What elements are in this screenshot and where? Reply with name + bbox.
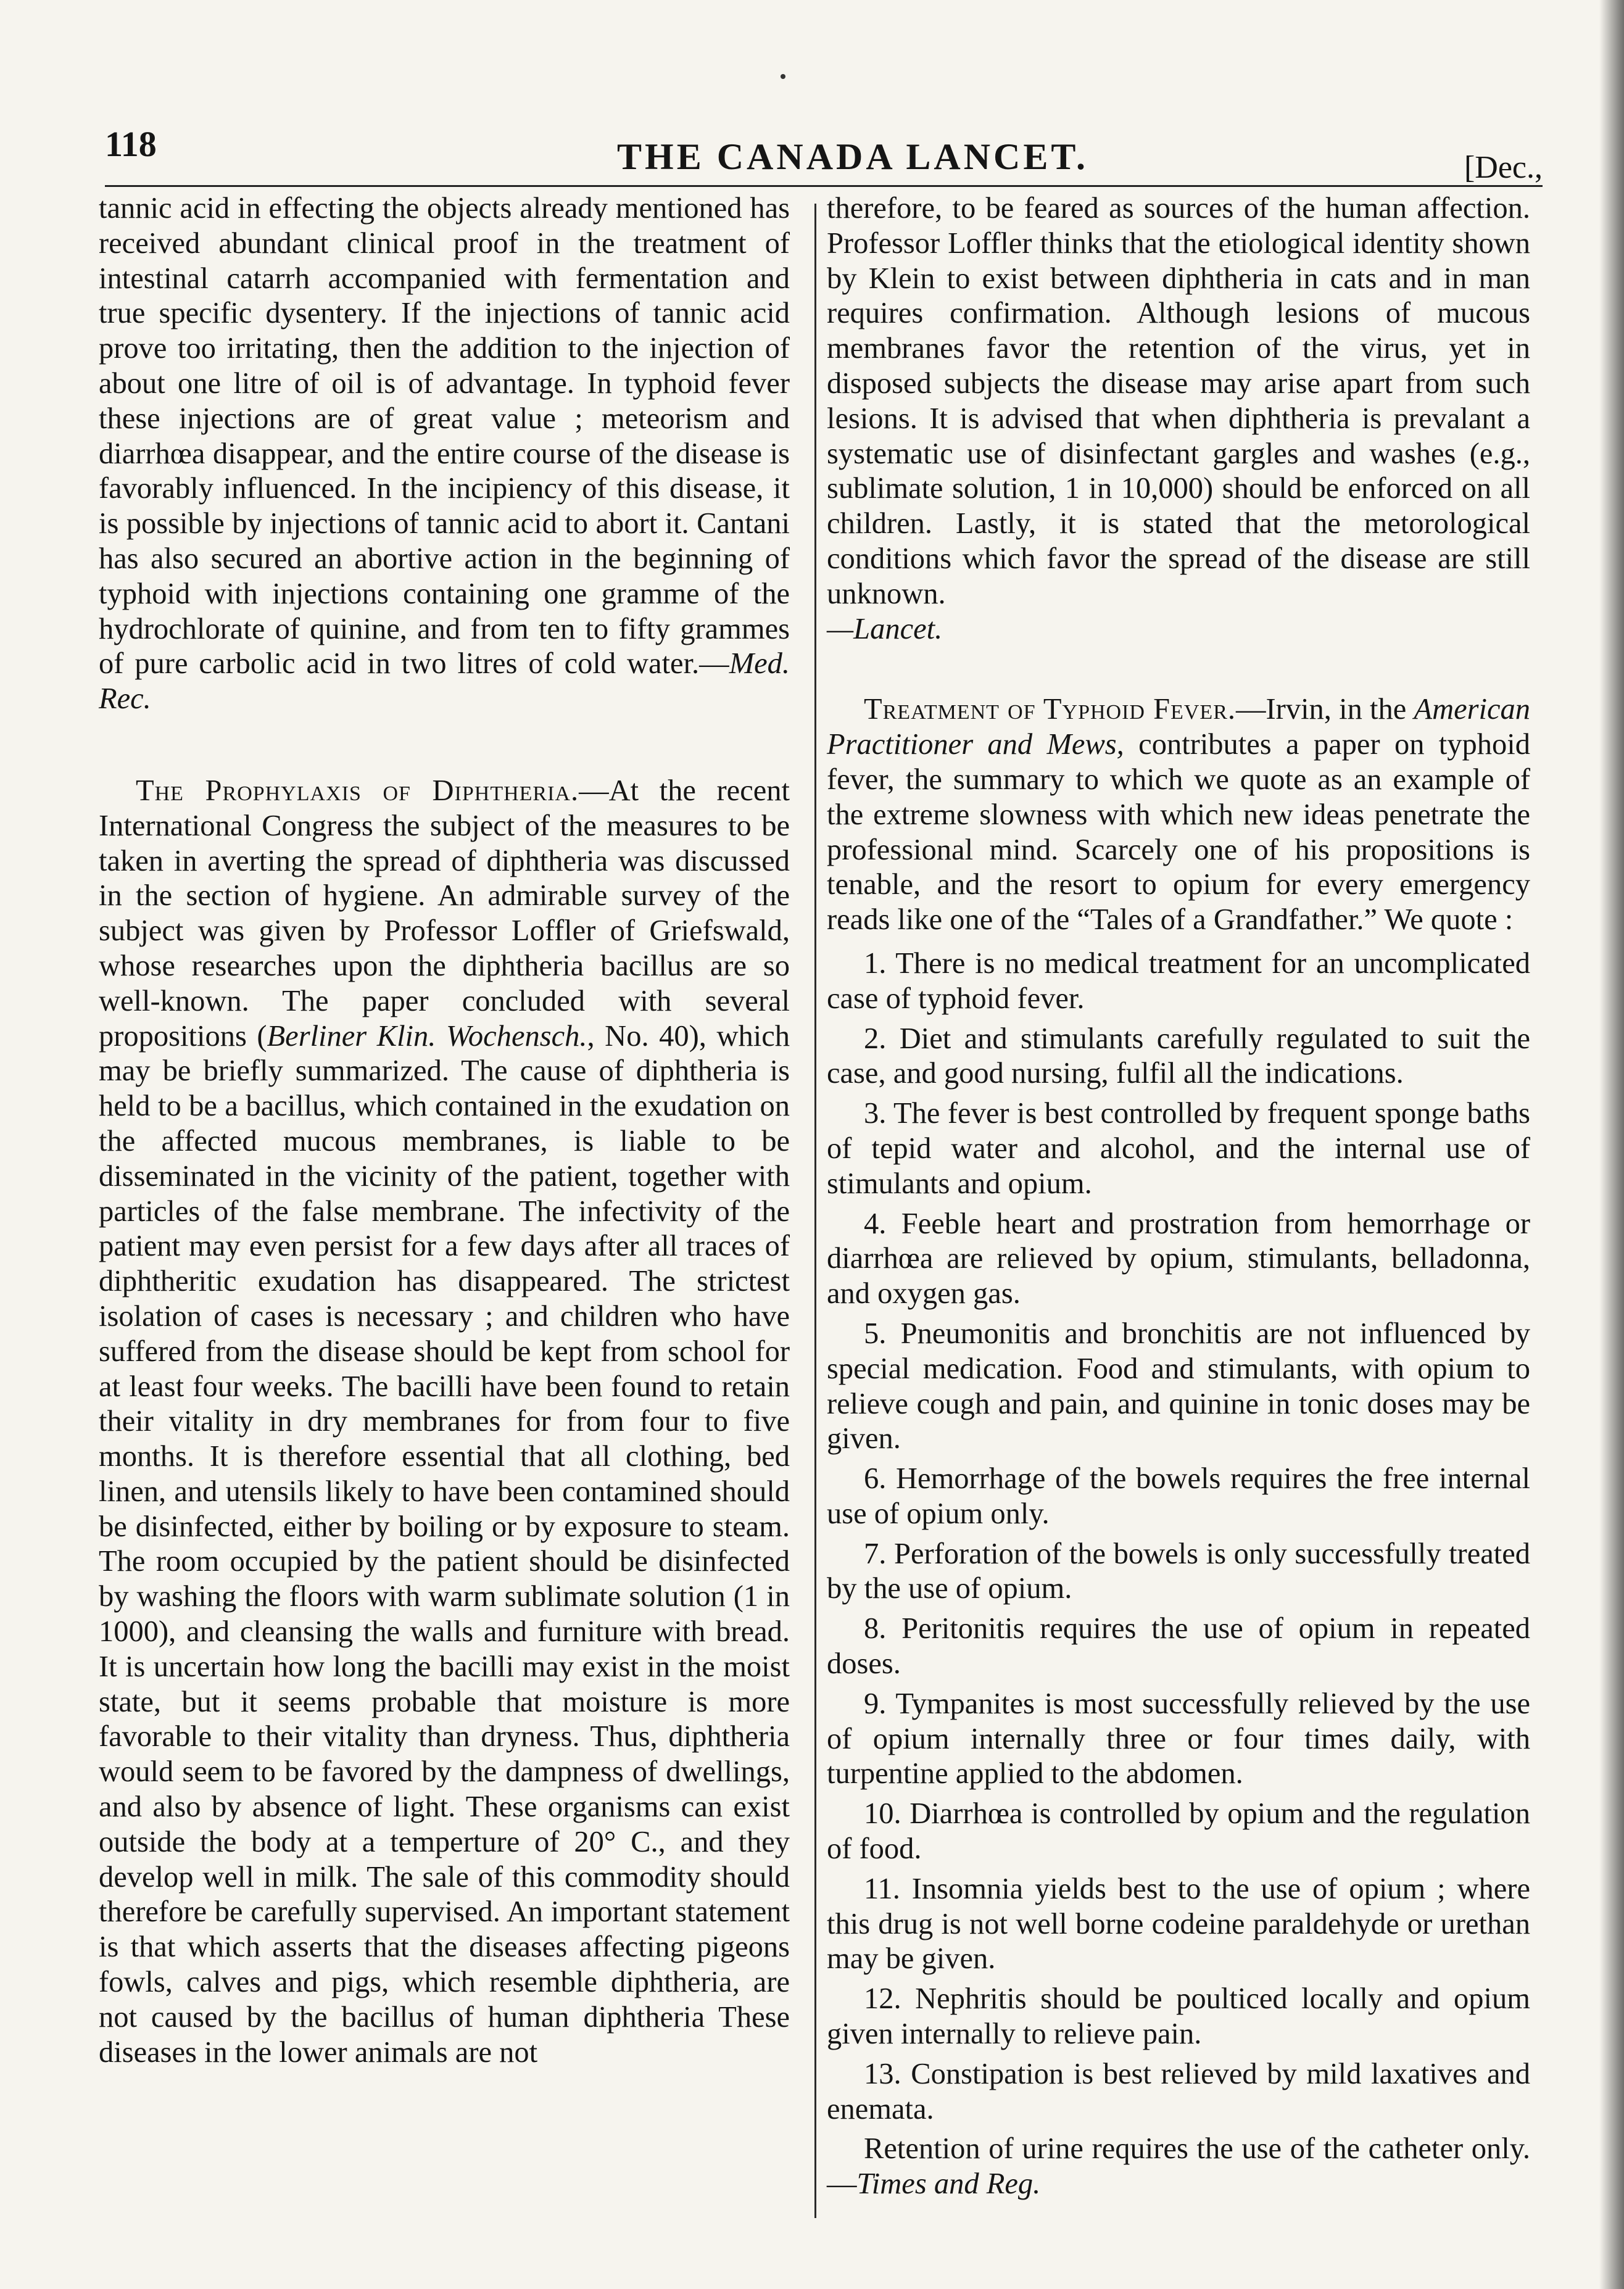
list-item: 7. Perforation of the bowels is only successfully treated by the use of opium. — [827, 1537, 1530, 1605]
right-column — [827, 191, 1530, 2202]
article-prophylaxis-continued — [827, 191, 1530, 647]
tannic-acid-citation: Med. Rec. — [99, 647, 790, 716]
running-title: THE CANADA LANCET. — [617, 136, 1088, 177]
page-header — [105, 117, 1543, 185]
closing-text: Retention of urine requires the use of the catheter only.— — [827, 2132, 1530, 2201]
typhoid-heading: Treatment of Typhoid Fever. — [864, 693, 1237, 726]
header-date: [Dec., — [1464, 150, 1543, 185]
list-item: 13. Constipation is best relieved by mild laxatives and enemata. — [827, 2057, 1530, 2126]
list-item: 3. The fever is best controlled by frequent sponge baths of tepid water and alcohol, and the internal use of stimulants and opium. — [827, 1097, 1530, 1200]
column-divider — [814, 204, 816, 2218]
list-item: 12. Nephritis should be poulticed locally and opium given internally to relieve pain. — [827, 1982, 1530, 2051]
prophylaxis-citation: Berliner Klin. Wochensch. — [267, 1019, 587, 1053]
article-typhoid-treatment — [827, 692, 1530, 938]
list-gap — [827, 938, 1530, 946]
page-edge-shadow — [1599, 0, 1624, 2289]
typhoid-journal-citation: American Practitioner and Mews, — [827, 693, 1530, 761]
article-typhoid-closing — [827, 2132, 1530, 2202]
section-gap — [99, 717, 790, 774]
prophylaxis-heading: The Prophylaxis of Diphtheria. — [136, 774, 579, 807]
prophylaxis-text-a: —At the recent International Congress the subject of the measures to be taken in averting the spread of diphtheria was discussed in the section of hygiene. An admirable survey of the subject was given by Professor Loffler of Griefswald, whose researches upon the diphtheria bacillus are so well-known. The paper concluded with several propositions ( — [99, 774, 790, 1053]
list-item: 5. Pneumonitis and bronchitis are not influenced by special medication. Food and stimulants, with opium to relieve cough and pain, and quinine in tonic doses may be given. — [827, 1317, 1530, 1455]
list-item: 2. Diet and stimulants carefully regulated to suit the case, and good nursing, fulfil all the indications. — [827, 1022, 1530, 1090]
tannic-acid-text: tannic acid in effecting the objects already mentioned has received abundant clinical proof in the treatment of intestinal catarrh accompanied with fermentation and true specific dysentery. If the injections of tannic acid prove too irritating, then the addition to the injection of about one litre of oil is of advantage. In typhoid fever these injections are of great value ; meteorism and diarrhœa disappear, and the entire course of the disease is favorably influenced. In the incipiency of this disease, it is possible by injections of tannic acid to abort it. Cantani has also secured an abortive action in the beginning of typhoid with injections containing one gramme of the hydrochlorate of quinine, and from ten to fifty grammes of pure carbolic acid in two litres of cold water.— — [99, 192, 790, 681]
list-item: 11. Insomnia yields best to the use of opium ; where this drug is not well borne codeine paraldehyde or urethan may be given. — [827, 1872, 1530, 1976]
section-gap — [827, 647, 1530, 692]
header-rule — [105, 185, 1543, 187]
list-item: 9. Tympanites is most successfully relieved by the use of opium internally three or four times daily, with turpentine applied to the abdomen. — [827, 1687, 1530, 1790]
left-column — [99, 191, 790, 2070]
article-prophylaxis-diphtheria — [99, 774, 790, 2070]
print-speck — [781, 74, 785, 79]
page-number: 118 — [105, 124, 157, 164]
prophylaxis-text-b: , No. 40), which may be briefly summarized. The cause of diphtheria is held to be a bacillus, which contained in the exudation on the affected mucous membranes, is liable to be disseminated in the vicinity of the patient, together with particles of the false membrane. The infectivity of the patient may even persist for a few days after all traces of diphtheritic exudation has disappeared. The strictest isolation of cases is necessary ; and children who have suffered from the disease should be kept from school for at least four weeks. The bacilli have been found to retain their vitality in dry membranes for from four to five months. It is therefore essential that all clothing, bed linen, and utensils likely to have been contamined should be disinfected, either by boiling or by exposure to steam. The room occupied by the patient should be disinfected by washing the floors with warm sublimate solution (1 in 1000), and cleansing the walls and furniture with bread. It is uncertain how long the bacilli may exist in the moist state, but it seems probable that moisture is more favorable to their vitality than dryness. Thus, diphtheria would seem to be favored by the dampness of dwellings, and also by absence of light. These organisms can exist outside the body at a temperture of 20° C., and they develop well in milk. The sale of this commodity should therefore be carefully supervised. An important statement is that which asserts that the diseases affecting pigeons fowls, calves and pigs, which resemble diphtheria, are not caused by the bacillus of human diphtheria These diseases in the lower animals are not — [99, 1019, 790, 2069]
list-item: 10. Diarrhœa is controlled by opium and the regulation of food. — [827, 1797, 1530, 1866]
prophylaxis-continued-text: therefore, to be feared as sources of the human affection. Professor Loffler thinks that the etiological identity shown by Klein to exist between diphtheria in cats and in man requires confirmation. Although lesions of mucous membranes favor the retention of the virus, yet in disposed subjects the disease may arise apart from such lesions. It is advised that when diphtheria is prevalant a systematic use of disinfectant gargles and washes (e.g., sublimate solution, 1 in 10,000) should be enforced on all children. Lastly, it is stated that the metorological conditions which favor the spread of the disease are still unknown. — [827, 192, 1530, 610]
list-item: 6. Hemorrhage of the bowels requires the free internal use of opium only. — [827, 1462, 1530, 1530]
lancet-citation: —Lancet. — [827, 612, 943, 645]
list-item: 1. There is no medical treatment for an uncomplicated case of typhoid fever. — [827, 946, 1530, 1015]
list-item: 4. Feeble heart and prostration from hemorrhage or diarrhœa are relieved by opium, stimulants, belladonna, and oxygen gas. — [827, 1207, 1530, 1310]
typhoid-propositions-list — [827, 946, 1530, 2127]
list-item: 8. Peritonitis requires the use of opium in repeated doses. — [827, 1612, 1530, 1681]
typhoid-text-b: contributes a paper on typhoid fever, the summary to which we quote as an example of the extreme slowness with which new ideas penetrate the professional mind. Scarcely one of his propositions is tenable, and the resort to opium for every emergency reads like one of the “Tales of a Grandfather.” We quote : — [827, 728, 1530, 937]
times-reg-citation: Times and Reg. — [856, 2167, 1041, 2201]
typhoid-text-a: —Irvin, in the — [1236, 693, 1414, 726]
article-tannic-acid-continued — [99, 191, 790, 717]
